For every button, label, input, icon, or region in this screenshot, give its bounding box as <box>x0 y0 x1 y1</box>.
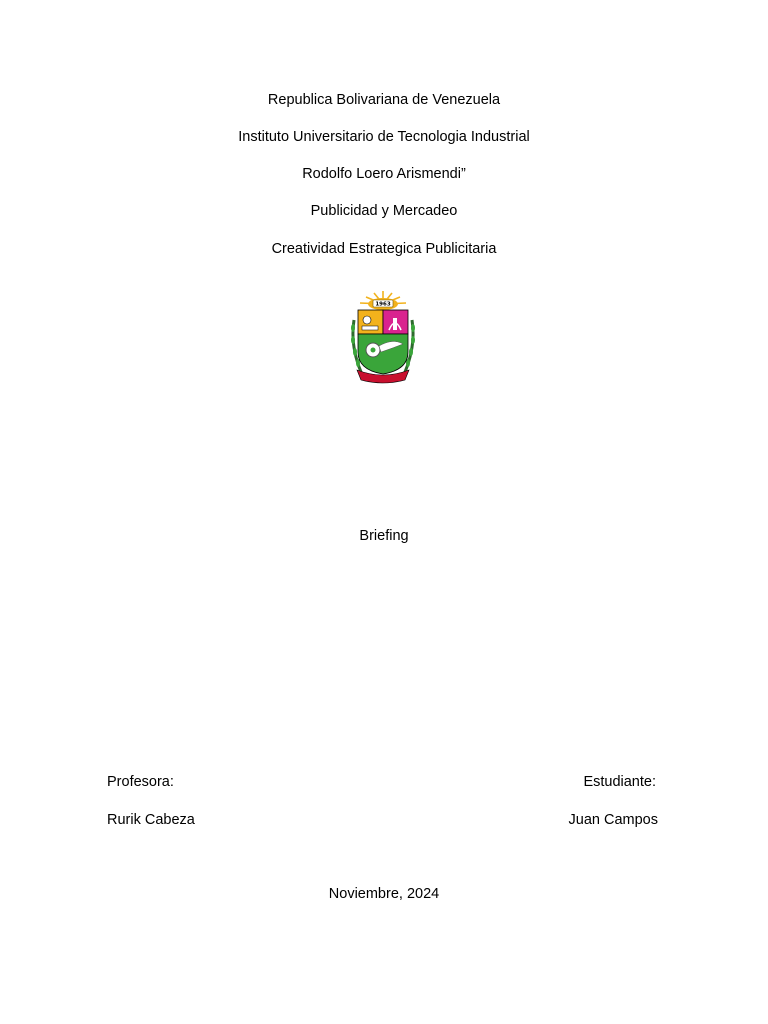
seal-year: 1963 <box>375 301 391 308</box>
document-date: Noviembre, 2024 <box>328 886 440 902</box>
header-career: Publicidad y Mercadeo <box>310 203 458 219</box>
teacher-label: Profesora: <box>107 774 174 790</box>
header-subject: Creatividad Estrategica Publicitaria <box>271 241 497 257</box>
header-institute: Instituto Universitario de Tecnologia Industrial <box>238 129 530 145</box>
student-name: Juan Campos <box>568 812 658 828</box>
student-label: Estudiante: <box>583 774 656 790</box>
institution-seal-icon <box>349 290 417 384</box>
header-country: Republica Bolivariana de Venezuela <box>267 92 501 108</box>
header-institute-name: Rodolfo Loero Arismendi” <box>302 166 466 182</box>
teacher-name: Rurik Cabeza <box>107 812 195 828</box>
document-title: Briefing <box>359 528 409 544</box>
